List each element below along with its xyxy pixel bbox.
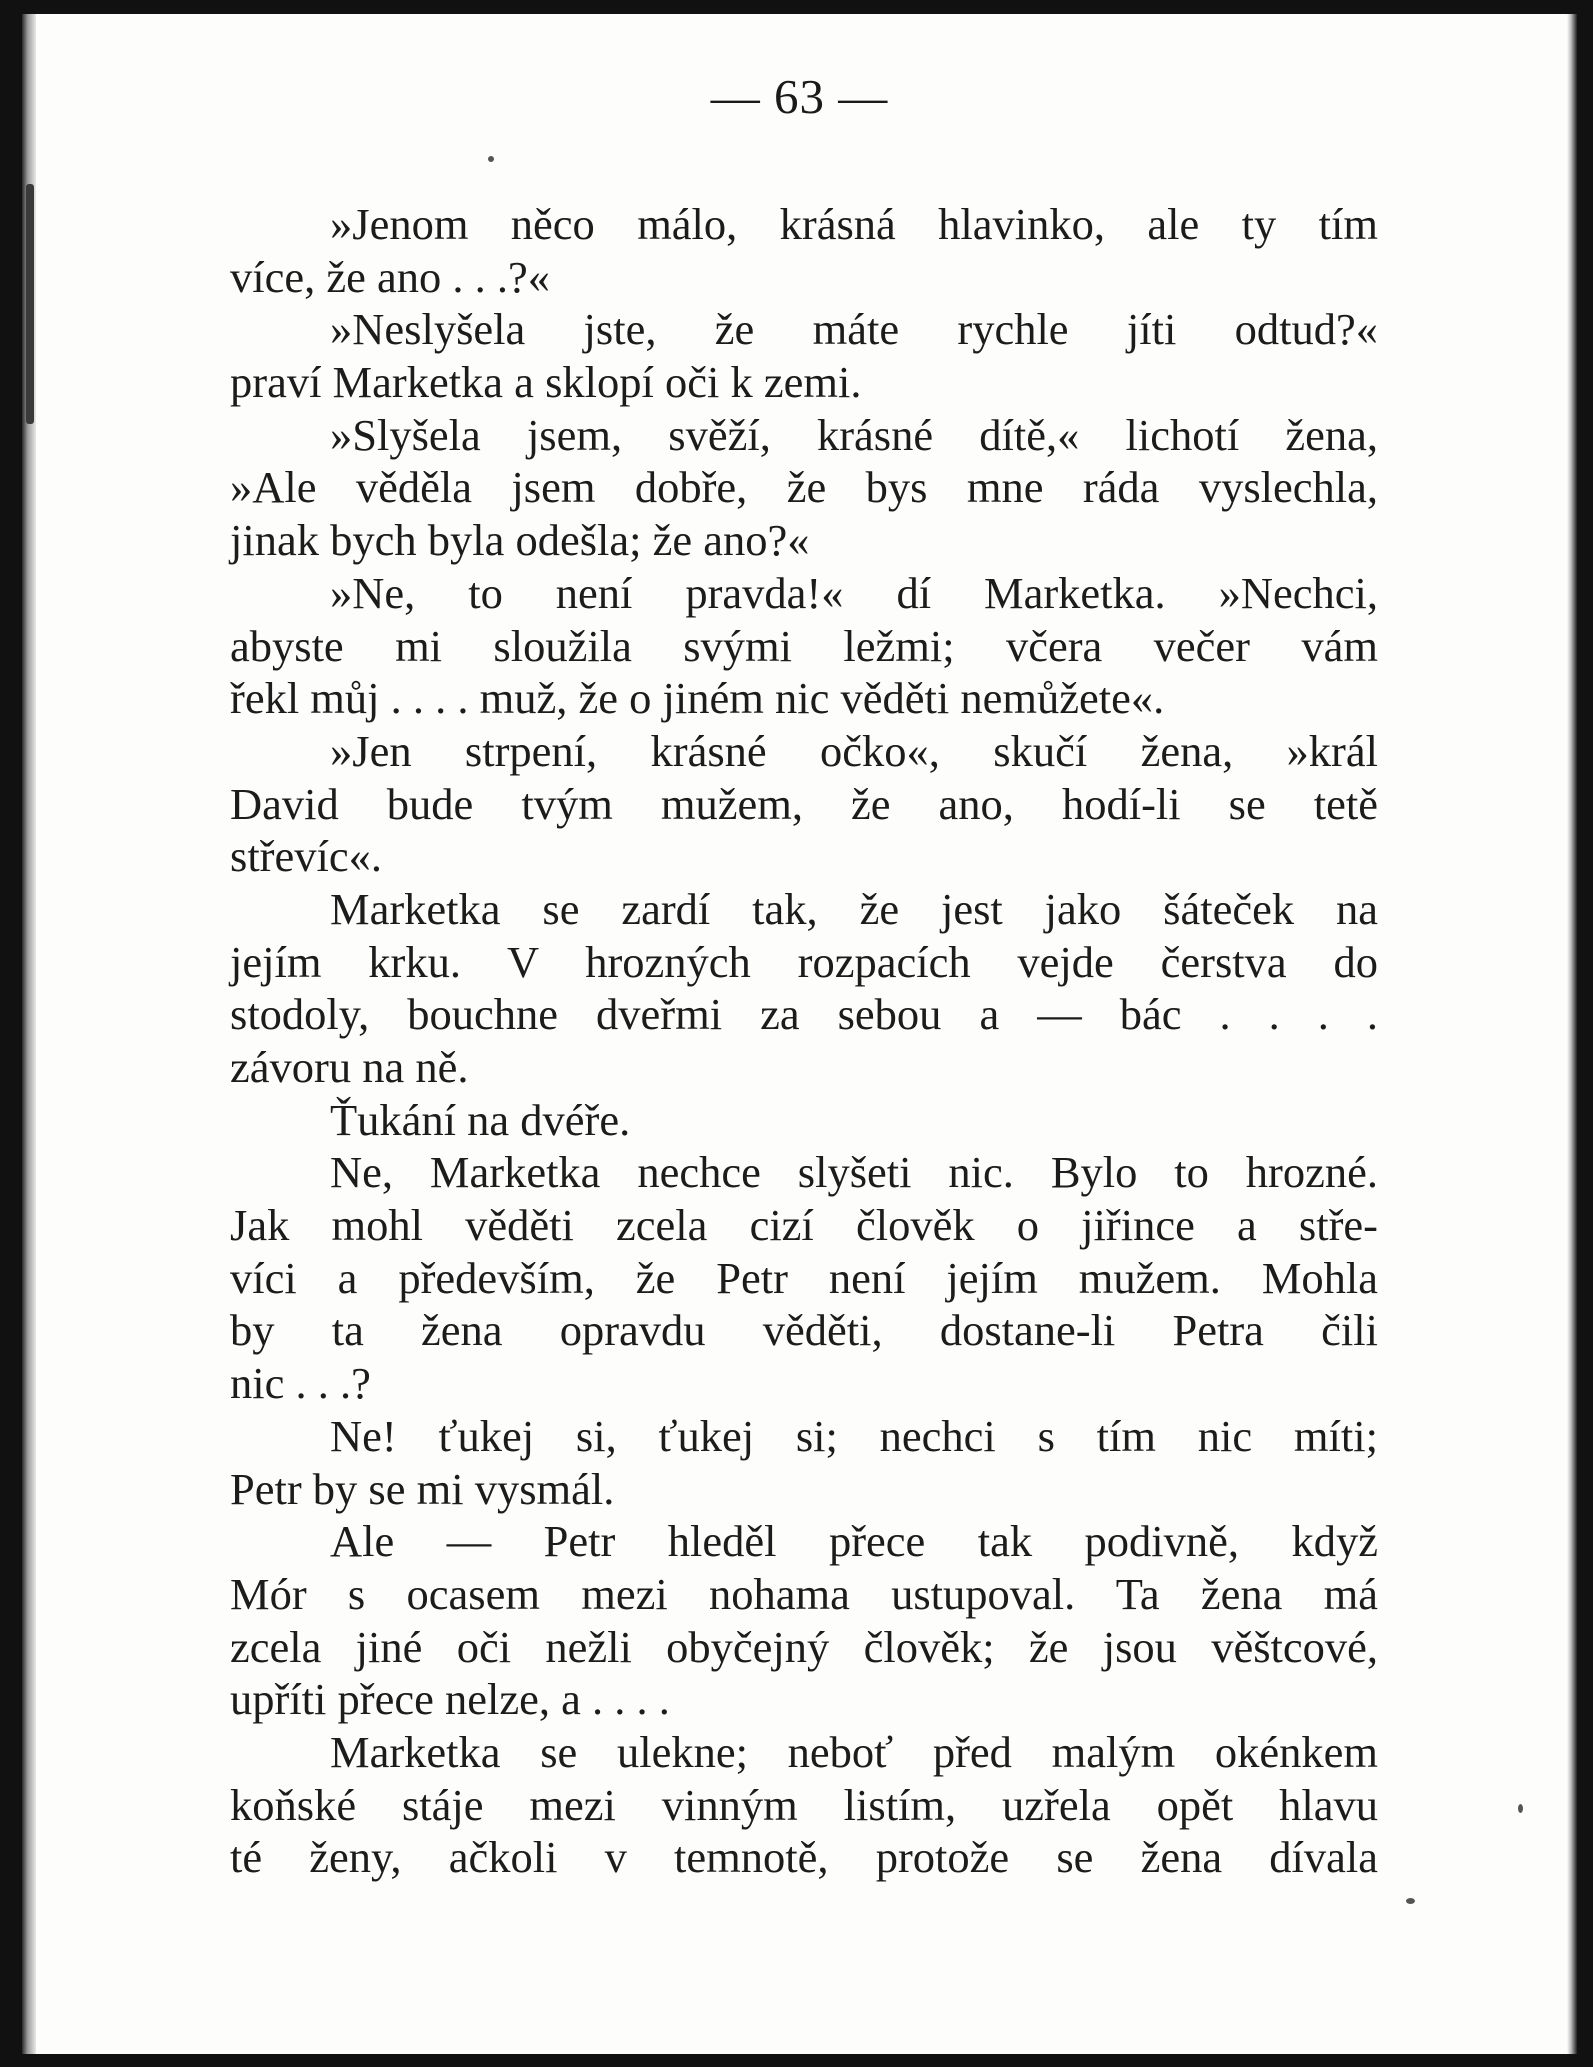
text-line: střevíc«. xyxy=(230,831,382,882)
text-line: více, že ano . . .?« xyxy=(230,251,550,302)
print-speck xyxy=(1518,1804,1523,1813)
text-line: Mór s ocasem mezi nohama ustupoval. Ta žena má xyxy=(230,1568,1378,1619)
text-line: nic . . .? xyxy=(230,1358,371,1409)
page-right-edge xyxy=(1567,14,1577,2054)
text-line: praví Marketka a sklopí oči k zemi. xyxy=(230,357,862,408)
print-speck xyxy=(488,156,494,162)
text-line: jinak bych byla odešla; že ano?« xyxy=(230,515,810,566)
text-line: »Jenom něco málo, krásná hlavinko, ale ty tím xyxy=(330,199,1378,249)
text-line: »Neslyšela jste, že máte rychle jíti odtud?« xyxy=(330,304,1378,355)
text-line: Jak mohl věděti zcela cizí člověk o jiřince a stře- xyxy=(230,1200,1378,1251)
text-line: víci a především, že Petr není jejím mužem. Mohla xyxy=(230,1252,1378,1303)
text-line: jejím krku. V hrozných rozpacích vejde čerstva do xyxy=(230,936,1378,987)
text-line: »Jen strpení, krásné očko«, skučí žena, »král xyxy=(330,725,1378,776)
spine-shadow xyxy=(26,184,34,424)
body-text xyxy=(230,198,1378,1884)
text-line: by ta žena opravdu věděti, dostane-li Petra čili xyxy=(230,1305,1378,1356)
text-line: »Ne, to není pravda!« dí Marketka. »Nechci, xyxy=(330,567,1378,618)
text-line: Ne! ťukej si, ťukej si; nechci s tím nic míti; xyxy=(330,1410,1378,1461)
text-line: Marketka se ulekne; neboť před malým okénkem xyxy=(330,1726,1378,1777)
text-line: »Ale věděla jsem dobře, že bys mne ráda vyslechla, xyxy=(230,462,1378,513)
text-line: Marketka se zardí tak, že jest jako šáteček na xyxy=(330,883,1378,934)
text-line: té ženy, ačkoli v temnotě, protože se žena dívala xyxy=(230,1832,1378,1883)
text-line: koňské stáje mezi vinným listím, uzřela opět hlavu xyxy=(230,1779,1378,1830)
text-line: Ťukání na dvéře. xyxy=(330,1094,631,1145)
text-line: Petr by se mi vysmál. xyxy=(230,1463,615,1514)
text-line: závoru na ně. xyxy=(230,1042,469,1092)
text-line: řekl můj . . . . muž, že o jiném nic věděti nemůžete«. xyxy=(230,673,1165,724)
book-page xyxy=(22,14,1577,2054)
text-line: abyste mi sloužila svými ležmi; včera večer vám xyxy=(230,620,1378,671)
text-line: stodoly, bouchne dveřmi za sebou a — bác . . . . xyxy=(230,989,1378,1040)
text-line: David bude tvým mužem, že ano, hodí-li se tetě xyxy=(230,778,1378,829)
print-speck xyxy=(1406,1898,1415,1904)
text-line: »Slyšela jsem, svěží, krásné dítě,« lichotí žena, xyxy=(330,409,1378,460)
text-line: Ale — Petr hleděl přece tak podivně, když xyxy=(330,1516,1378,1567)
text-line: zcela jiné oči nežli obyčejný člověk; že jsou věštcové, xyxy=(230,1621,1378,1672)
text-line: upříti přece nelze, a . . . . xyxy=(230,1674,670,1725)
page-number: — 63 — xyxy=(710,69,889,124)
text-line: Ne, Marketka nechce slyšeti nic. Bylo to hrozné. xyxy=(330,1147,1378,1198)
